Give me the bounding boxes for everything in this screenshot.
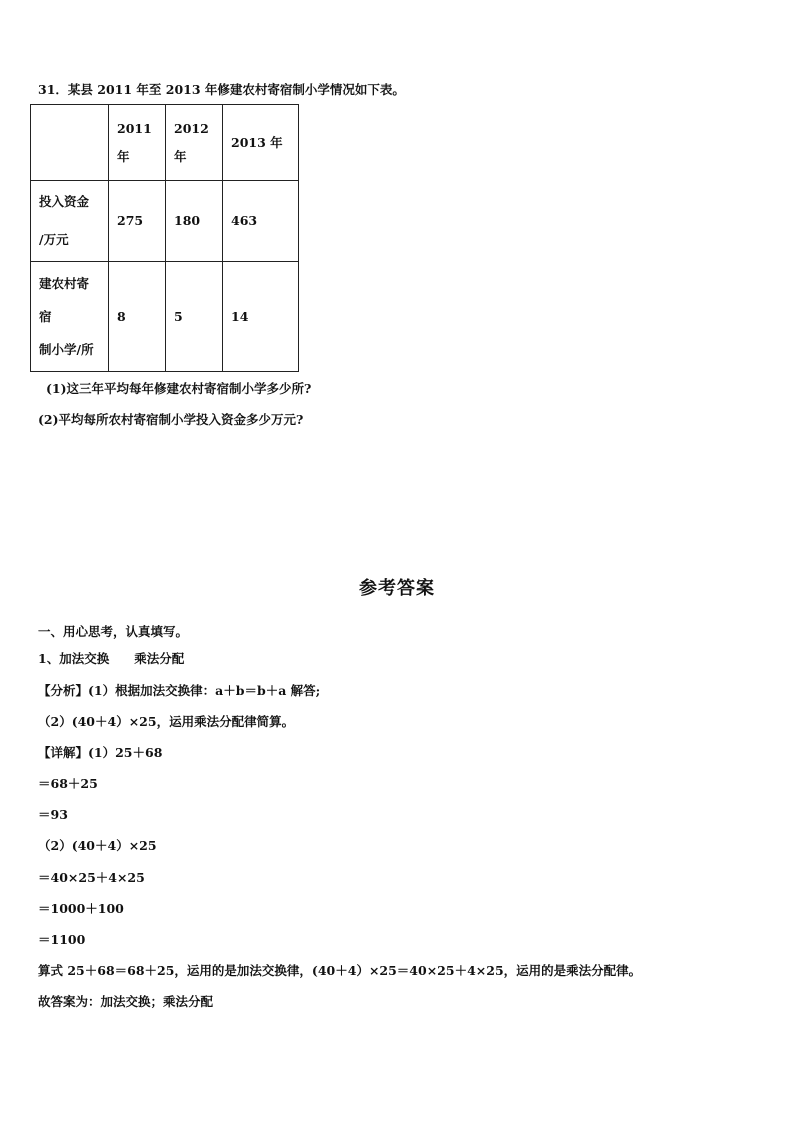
table-cell: 180 <box>166 181 223 262</box>
analysis-line-2: （2）(40＋4）×25，运用乘法分配律简算。 <box>38 714 295 729</box>
question-heading <box>38 84 405 97</box>
table-cell: 8 <box>109 262 166 372</box>
answers-section-heading: 一、用心思考，认真填写。 <box>38 624 189 639</box>
row-label-schools: 建农村寄 宿 制小学/所 <box>31 262 109 372</box>
analysis-line-1: 【分析】(1）根据加法交换律：a＋b＝b＋a 解答; <box>38 683 321 698</box>
detail-step: ＝68＋25 <box>38 776 98 791</box>
table-corner-cell <box>31 105 109 181</box>
sub-question-1: (1)这三年平均每年修建农村寄宿制小学多少所? <box>46 381 312 396</box>
header-2011: 2011 年 <box>109 105 166 181</box>
header-2012: 2012 年 <box>166 105 223 181</box>
detail-step: ＝40×25＋4×25 <box>38 870 145 885</box>
conclusion-line: 故答案为：加法交换；乘法分配 <box>38 994 214 1009</box>
row-label-investment: 投入资金 /万元 <box>31 181 109 262</box>
summary-line: 算式 25＋68＝68＋25，运用的是加法交换律，(40＋4）×25＝40×25＋4×25，运用的是乘法分配律。 <box>38 963 642 978</box>
answers-title: 参考答案 <box>359 578 435 599</box>
table-cell: 275 <box>109 181 166 262</box>
school-construction-table <box>30 104 299 372</box>
detail-step: ＝93 <box>38 807 68 822</box>
question-text: 某县 2011 年至 2013 年修建农村寄宿制小学情况如下表。 <box>67 82 405 97</box>
question-number: 31． <box>38 82 68 97</box>
detail-step: ＝1100 <box>38 932 86 947</box>
detail-step: ＝1000＋100 <box>38 901 124 916</box>
detail-heading: 【详解】(1）25＋68 <box>38 745 163 760</box>
sub-question-2: (2)平均每所农村寄宿制小学投入资金多少万元? <box>38 412 304 427</box>
table-cell: 5 <box>166 262 223 372</box>
table-row-investment <box>31 181 299 262</box>
table-cell: 14 <box>223 262 299 372</box>
header-2013: 2013 年 <box>223 105 299 181</box>
table-cell: 463 <box>223 181 299 262</box>
table-row-schools <box>31 262 299 372</box>
detail-step: （2）(40＋4）×25 <box>38 838 157 853</box>
table-header-row <box>31 105 299 181</box>
answer-item-1: 1、加法交换 乘法分配 <box>38 651 185 666</box>
